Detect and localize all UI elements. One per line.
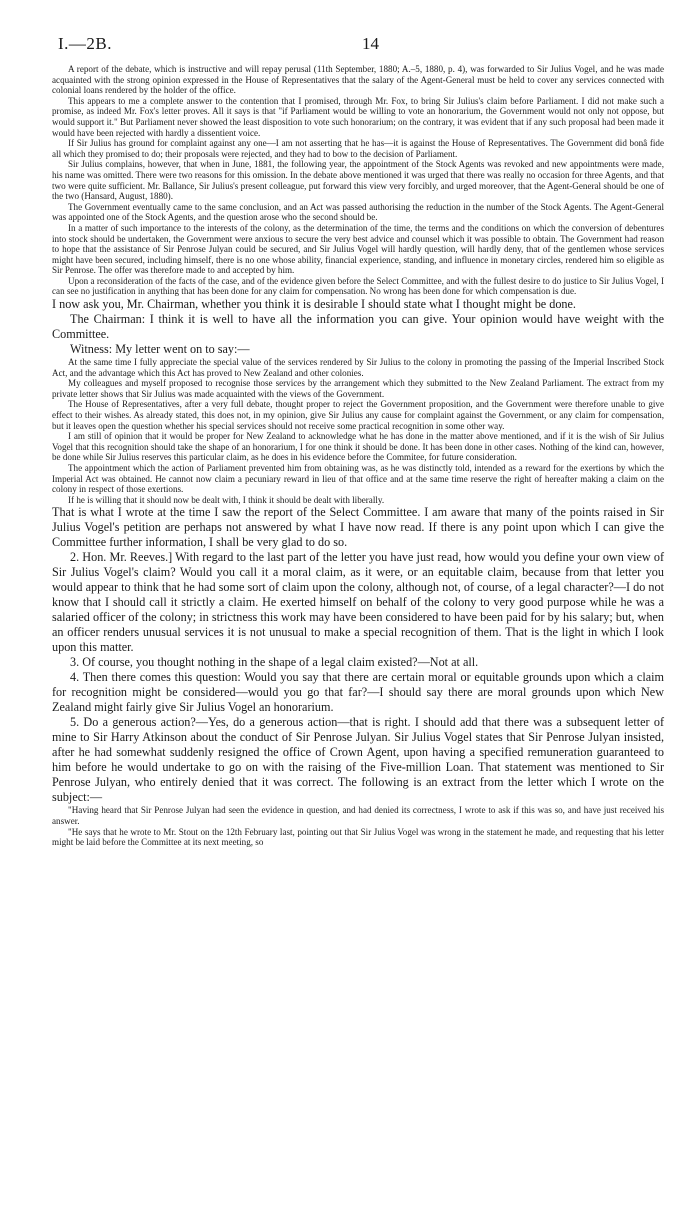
letter-paragraph: The appointment which the action of Parliament prevented him from obtaining was, as he was distinctly told, intended as a reward for the exertions by which the Imperial Act was obtained. He cannot now claim a pecuniary reward in lieu of that office and at the same time reserve the right of hereafter making a claim on the colony in respect of those exertions. — [52, 463, 664, 495]
testimony-paragraph: I now ask you, Mr. Chairman, whether you think it is desirable I should state what I thought might be done. — [52, 297, 576, 312]
letter-paragraph: A report of the debate, which is instructive and will repay perusal (11th September, 1880; A.–5, 1880, p. 4), was forwarded to Sir Julius Vogel, and he was made acquainted with the strong opinion expressed in the House of Representatives that the salary of the Agent-General must be held to cover any services connected with colonial loans rendered by the holder of the office. — [52, 64, 664, 96]
quoted-letter-part-2 — [52, 357, 664, 505]
letter-paragraph: If Sir Julius has ground for complaint against any one—I am not asserting that he has—it is against the House of Representatives. The Government did bonâ fide all which they promised to do; their proposals were rejected, and they had to bow to the decision of Parliament. — [52, 138, 664, 159]
chairman-remark: The Chairman: I think it is well to have all the information you can give. Your opinion would have weight with the Committee. — [52, 312, 664, 342]
question-4: 4. Then there comes this question: Would you say that there are certain moral or equitable grounds upon which a claim for recognition might be considered—would you go that far?—I should say there are moral grounds upon which New Zealand might fairly give Sir Julius Vogel an honorarium. — [52, 670, 664, 715]
page-header — [52, 34, 664, 64]
question-3: 3. Of course, you thought nothing in the shape of a legal claim existed?—Not at all. — [70, 655, 479, 670]
letter-paragraph: Upon a reconsideration of the facts of the case, and of the evidence given before the Select Committee, and with the fullest desire to do justice to Sir Julius Vogel, I can see no justification in anything that has been done for any claim for compensation. No wrong has been done for which compensation is due. — [52, 275, 664, 297]
document-reference: I.—2B. — [58, 34, 112, 53]
letter-paragraph: If he is willing that it should now be dealt with, I think it should be dealt with liberally. — [68, 494, 385, 505]
page-number: 14 — [362, 34, 379, 53]
testimony-part-1 — [52, 297, 664, 357]
witness-remark: Witness: My letter went on to say:— — [70, 342, 250, 357]
letter-paragraph: At the same time I fully appreciate the special value of the services rendered by Sir Julius to the colony in promoting the passing of the Imperial Inscribed Stock Act, and the advantage which this Act has proved to New Zealand and other colonies. — [52, 357, 664, 378]
letter-paragraph: In a matter of such importance to the interests of the colony, as the determination of the time, the terms and the conditions on which the conversion of debentures into stock should be undertaken, the Government were anxious to secure the very best advice and counsel which it was possible to obtain. The Government had reason to hope that the assistance of Sir Penrose Julyan could be secured, and Sir Julius Vogel will hardly question, will hardly deny, that of the gentlemen whose services might have been secured, including himself, there is no one whose ability, financial experience, standing, and influence in monetary circles, rendered him so eligible as Sir Penrose. The offer was therefore made to and accepted by him. — [52, 222, 664, 276]
letter-paragraph: This appears to me a complete answer to the contention that I promised, through Mr. Fox, to bring Sir Julius's claim before Parliament. I did not make such a promise, as indeed Mr. Fox's letter proves. All it says is that "if Parliament would be willing to vote an honorarium, the Government would not only not oppose, but would support it." But Parliament never showed the least disposition to vote such honorarium; on the contrary, it was evident that if any such proposal had been made it would have been rejected with hardly a dissentient voice. — [52, 95, 664, 138]
letter-paragraph: "He says that he wrote to Mr. Stout on the 12th February last, pointing out that Sir Julius Vogel was wrong in the statement he made, and requesting that his letter might be laid before the Committee at its next meeting, so — [52, 826, 664, 848]
letter-paragraph: The House of Representatives, after a very full debate, thought proper to reject the Government proposition, and the Government were therefore unable to give effect to their wishes. As already stated, this does not, in my opinion, give Sir Julius any cause for complaint against the Government, or any claim for compensation, but it leaves open the question whether his special services should not receive some practical recognition in some other way. — [52, 399, 664, 431]
question-2: 2. Hon. Mr. Reeves.] With regard to the last part of the letter you have just read, how would you define your own view of Sir Julius Vogel's claim? Would you call it a moral claim, as it were, or an equitable claim, because from that letter you would appear to think that he had some sort of claim upon the colony, although not, of course, of a legal character?—I do not know that I should call it strictly a claim. He exerted himself on behalf of the colony to very good purpose while he was a salaried officer of the colony; in strictness this work may have been considered to have been paid for by his salary; but, when an officer renders unusual services it is not unusual to make a special recognition of them. That is the light in which I look upon this matter. — [52, 550, 664, 655]
letter-paragraph: Sir Julius complains, however, that when in June, 1881, the following year, the appointment of the Stock Agents was revoked and new appointments were made, his name was omitted. There were two reasons for this omission. In the debate above mentioned it was urged that there was really no occasion for three Agents, and that two were quite sufficient. Mr. Ballance, Sir Julius's present colleague, put forward this view very forcibly, and urged moreover, that the Agent-General should be one of the two (Hansard, August, 1880). — [52, 159, 664, 202]
testimony-paragraph: That is what I wrote at the time I saw the report of the Select Committee. I am aware that many of the points raised in Sir Julius Vogel's petition are perhaps not answered by what I have now read. If there is any point upon which I can give the Committee further information, I shall be very glad to do so. — [52, 505, 664, 550]
letter-paragraph: "Having heard that Sir Penrose Julyan had seen the evidence in question, and had denied its correctness, I wrote to ask if this was so, and have just received his answer. — [52, 805, 664, 826]
quoted-letter-part-3 — [52, 805, 664, 847]
letter-paragraph: I am still of opinion that it would be proper for New Zealand to acknowledge what he has done in the matter above mentioned, and if it is the wish of Sir Julius Vogel that this recognition should take the shape of an honorarium, I for one think it should be done. It has been done in other cases. Nothing of the kind can, however, be done while Sir Julius reserves this particular claim, as he does in his evidence before the Commitee, for future consideration. — [52, 431, 664, 463]
letter-paragraph: The Government eventually came to the same conclusion, and an Act was passed authorising the reduction in the number of the Stock Agents. The Agent-General was appointed one of the Stock Agents, and the question arose who the second should be. — [52, 201, 664, 223]
testimony-part-2 — [52, 505, 664, 805]
question-5: 5. Do a generous action?—Yes, do a generous action—that is right. I should add that there was a subsequent letter of mine to Sir Harry Atkinson about the conduct of Sir Penrose Julyan. Sir Julius Vogel states that Sir Penrose Julyan insisted, after he had somewhat suddenly resigned the office of Crown Agent, upon having a specified remuneration guaranteed to him before he would undertake to go on with the raising of the Five-million Loan. That statement was mentioned to Sir Penrose Julyan, who entirely denied that it was correct. The following is an extract from the letter which I wrote on the subject:— — [52, 715, 664, 805]
quoted-letter-part-1 — [52, 64, 664, 297]
letter-paragraph: My colleagues and myself proposed to recognise those services by the arrangement which they submitted to the New Zealand Parliament. The extract from my private letter shows that Sir Julius was made acquainted with the views of the Government. — [52, 378, 664, 399]
